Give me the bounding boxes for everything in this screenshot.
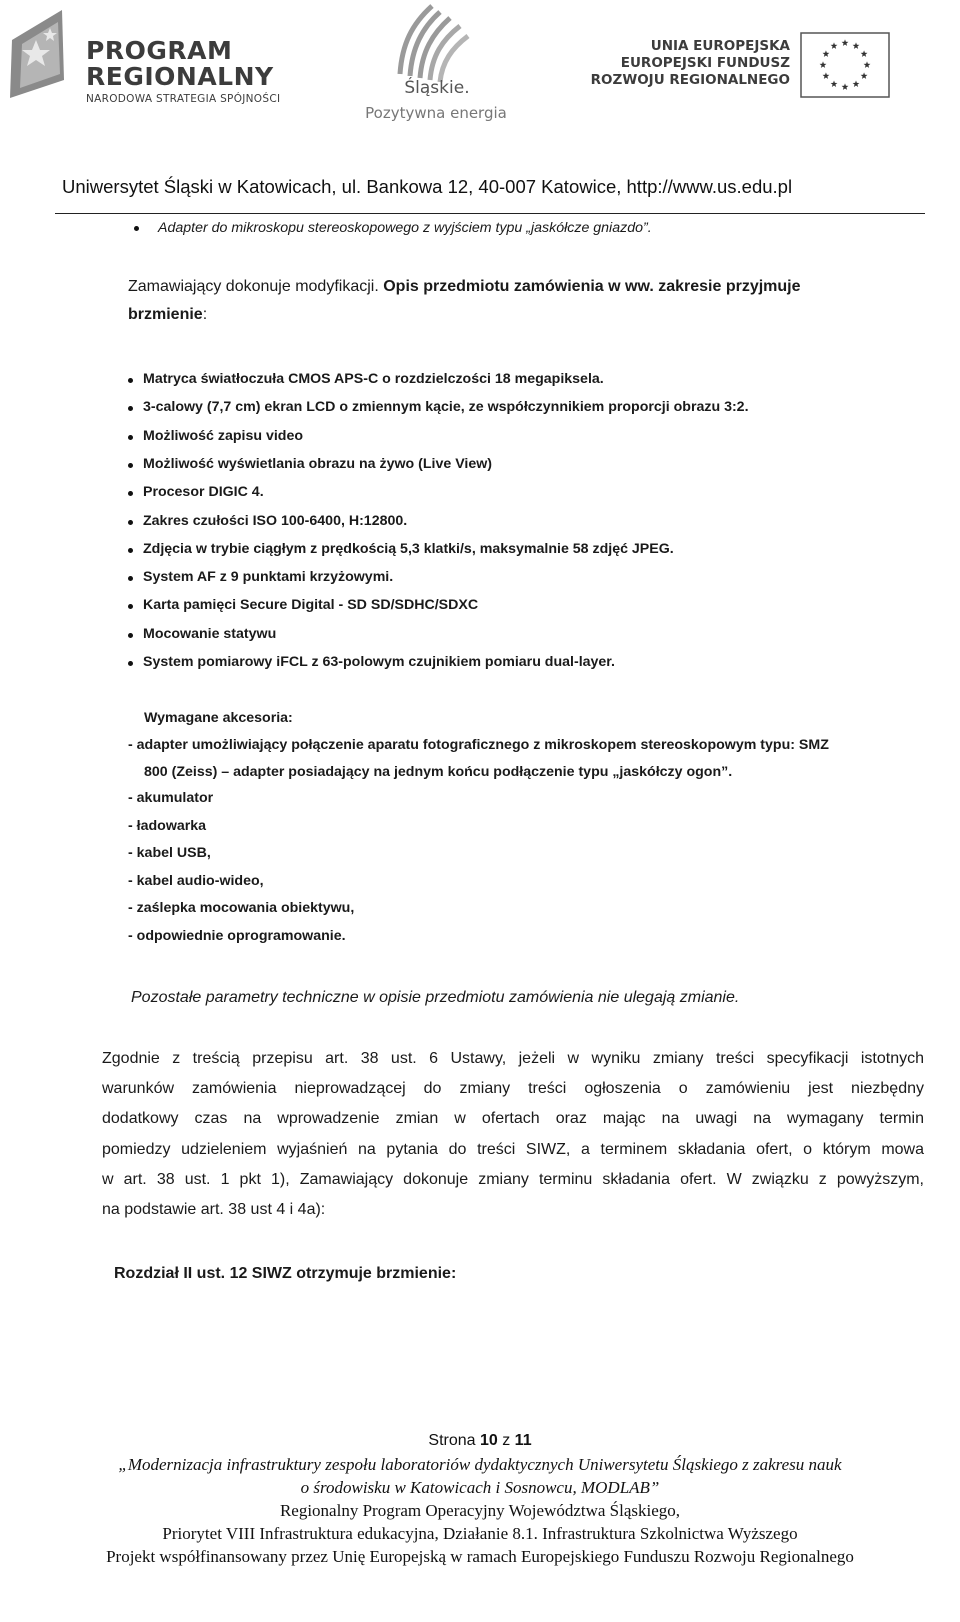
program-title-line1: PROGRAM: [86, 36, 233, 65]
intro-line1: [128, 278, 801, 296]
spec-item: Możliwość wyświetlania obrazu na żywo (Live View): [143, 455, 492, 472]
bullet: [128, 604, 133, 609]
spec-item: Matryca światłoczuła CMOS APS-C o rozdzielczości 18 megapiksela.: [143, 371, 604, 387]
program-regionalny-logo-mark: [2, 10, 82, 110]
eu-line3: ROZWOJU REGIONALNEGO: [590, 72, 790, 88]
accessory-item: - ładowarka: [128, 817, 207, 834]
intro-line2-colon: :: [202, 306, 208, 323]
slaskie-name: Śląskie.: [404, 78, 470, 98]
spec-item: Procesor DIGIC 4.: [143, 484, 264, 501]
eu-line2: EUROPEJSKI FUNDUSZ: [620, 55, 790, 71]
eu-flag-icon: [800, 32, 890, 98]
footer-project-title: „Modernizacja infrastruktury zespołu laboratoriów dydaktycznych Uniwersytetu Śląskiego z zakresu nauk: [118, 1455, 842, 1474]
bullet: [128, 633, 133, 638]
eu-logo-text: [560, 38, 790, 89]
page-current: 10: [479, 1432, 498, 1449]
spec-item: 3-calowy (7,7 cm) ekran LCD o zmiennym kącie, ze współczynnikiem proporcji obrazu 3:2.: [143, 399, 749, 416]
program-regionalny-logo-text: [86, 38, 280, 105]
spec-item: Karta pamięci Secure Digital - SD SD/SDHC/SDXC: [143, 597, 479, 614]
bullet: [128, 435, 133, 440]
bullet: [128, 406, 133, 411]
page-number: [0, 1432, 960, 1450]
bullet: [128, 576, 133, 581]
accessories-heading: Wymagane akcesoria:: [144, 710, 293, 726]
program-subtitle: NARODOWA STRATEGIA SPÓJNOŚCI: [86, 93, 281, 105]
footer-priority: Priorytet VIII Infrastruktura edukacyjna, Działanie 8.1. Infrastruktura Szkolnictwa Wyższego: [162, 1524, 798, 1543]
adapter-item: Adapter do mikroskopu stereoskopowego z wyjściem typu „jaskółcze gniazdo”.: [158, 220, 652, 236]
eu-line1: UNIA EUROPEJSKA: [650, 38, 790, 54]
footer-cofinancing: Projekt współfinansowany przez Unię Europejską w ramach Europejskiego Funduszu Rozwoju Regionalnego: [106, 1547, 854, 1566]
paragraph-line: Zgodnie z treścią przepisu art. 38 ust. 6 Ustawy, jeżeli w wyniku zmiany treści specyfikacji istotnych: [102, 1050, 924, 1067]
intro-regular: Zamawiający dokonuje modyfikacji.: [128, 278, 384, 295]
intro-line2: [128, 306, 207, 324]
accessory-adapter-line2: 800 (Zeiss) – adapter posiadający na jednym końcu podłączenie typu „jaskółczy ogon”.: [144, 764, 733, 780]
bullet: [128, 520, 133, 525]
paragraph-line: dodatkowy czas na wprowadzenie zmian w ofertach oraz mając na uwagi na wymagany termin: [102, 1110, 924, 1128]
spec-item: System pomiarowy iFCL z 63-polowym czujnikiem pomiaru dual-layer.: [143, 654, 615, 670]
page-total: 11: [514, 1432, 532, 1449]
slaskie-tagline: Pozytywna energia: [365, 104, 507, 122]
footer-project-title-2: o środowisku w Katowicach i Sosnowcu, MODLAB”: [300, 1478, 660, 1497]
accessory-item: - kabel audio-wideo,: [128, 872, 264, 889]
accessory-item: - zaślepka mocowania obiektywu,: [128, 900, 355, 916]
slaskie-logo-mark: [372, 4, 482, 89]
university-address: Uniwersytet Śląski w Katowicach, ul. Bankowa 12, 40-007 Katowice, http://www.us.edu.pl: [62, 176, 793, 197]
bullet: [128, 378, 133, 383]
accessory-item: - akumulator: [128, 790, 214, 806]
spec-item: Zakres czułości ISO 100-6400, H:12800.: [143, 512, 408, 529]
accessory-item: - kabel USB,: [128, 845, 211, 861]
page-prefix: Strona: [428, 1432, 480, 1449]
header-divider: [55, 213, 925, 214]
paragraph-line: pomiedzy udzieleniem wyjaśnień na pytania do treści SIWZ, a terminem składania ofert, o którym mowa: [102, 1140, 924, 1158]
spec-item: Zdjęcia w trybie ciągłym z prędkością 5,3 klatki/s, maksymalnie 58 zdjęć JPEG.: [143, 540, 674, 557]
spec-item: System AF z 9 punktami krzyżowymi.: [143, 569, 394, 586]
chapter-heading: Rozdział II ust. 12 SIWZ otrzymuje brzmienie:: [114, 1265, 457, 1282]
bullet: [128, 491, 133, 496]
page-mid: z: [497, 1432, 515, 1449]
intro-line2-bold: brzmienie: [128, 306, 203, 323]
program-title-line2: REGIONALNY: [86, 62, 274, 91]
bullet: [128, 661, 133, 666]
paragraph-line: warunków zamówienia nieprowadzącej do zmiany treści ogłoszenia o zamówieniu jest niezbędny: [102, 1080, 924, 1098]
paragraph-line-last: na podstawie art. 38 ust 4 i 4a):: [102, 1201, 326, 1218]
spec-item: Mocowanie statywu: [143, 625, 277, 642]
spec-item: Możliwość zapisu video: [143, 427, 304, 444]
remaining-parameters-note: Pozostałe parametry techniczne w opisie przedmiotu zamówienia nie ulegają zmianie.: [131, 989, 740, 1006]
accessory-adapter-line1: - adapter umożliwiający połączenie aparatu fotograficznego z mikroskopem stereoskopowym typu: SMZ: [128, 737, 829, 753]
intro-bold: Opis przedmiotu zamówienia w ww. zakresie przyjmuje: [383, 278, 801, 295]
bullet: [134, 226, 139, 231]
accessory-item: - odpowiednie oprogramowanie.: [128, 927, 346, 944]
bullet: [128, 463, 133, 468]
bullet: [128, 548, 133, 553]
footer-program: Regionalny Program Operacyjny Województwa Śląskiego,: [279, 1501, 681, 1520]
paragraph-line: w art. 38 ust. 1 pkt 1), Zamawiający dokonuje zmiany terminu składania ofert. W związku z powyższym,: [102, 1170, 924, 1188]
